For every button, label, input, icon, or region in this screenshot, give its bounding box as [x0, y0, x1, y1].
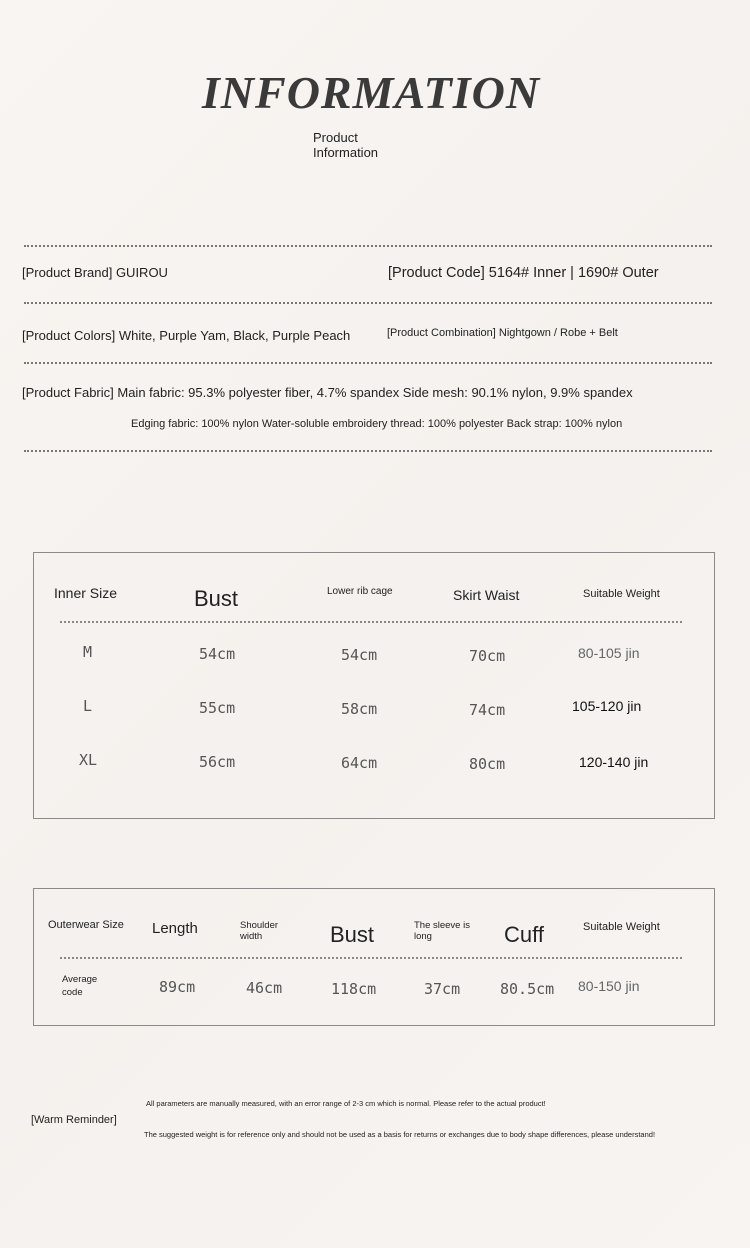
- table-cell-skirt-waist: 80cm: [469, 755, 506, 773]
- table-cell-weight: 80-105 jin: [578, 645, 640, 661]
- product-fabric-continued: Edging fabric: 100% nylon Water-soluble embroidery thread: 100% polyester Back strap: 100% nylon: [131, 418, 623, 430]
- col-header-suitable-weight: Suitable Weight: [583, 588, 660, 600]
- table-cell-sleeve-length: 37cm: [424, 980, 461, 998]
- table-cell-weight: 105-120 jin: [572, 698, 642, 714]
- divider: [24, 362, 712, 364]
- table-cell-size: Average code: [62, 974, 98, 998]
- table-cell-size: XL: [79, 751, 98, 769]
- col-header-lower-rib-cage: Lower rib cage: [327, 586, 393, 597]
- table-cell-bust: 118cm: [331, 980, 377, 998]
- reminder-line-2: The suggested weight is for reference only and should not be used as a basis for returns or exchanges due to body shape differences, please understand!: [144, 1130, 656, 1139]
- warm-reminder-label: [Warm Reminder]: [31, 1114, 117, 1126]
- page-subtitle: Product Information: [313, 130, 379, 160]
- table-cell-skirt-waist: 74cm: [469, 701, 506, 719]
- col-header-cuff: Cuff: [504, 922, 544, 947]
- table-cell-size: L: [83, 697, 93, 715]
- product-combination: [Product Combination] Nightgown / Robe + Belt: [387, 327, 618, 339]
- divider: [24, 450, 712, 452]
- table-cell-lower-rib-cage: 58cm: [341, 700, 378, 718]
- table-cell-skirt-waist: 70cm: [469, 647, 506, 665]
- table-cell-size: M: [83, 643, 93, 661]
- col-header-skirt-waist: Skirt Waist: [453, 587, 520, 603]
- page-title: INFORMATION: [201, 67, 541, 118]
- table-cell-shoulder-width: 46cm: [246, 979, 283, 997]
- col-header-length: Length: [152, 920, 198, 937]
- table-cell-lower-rib-cage: 54cm: [341, 646, 378, 664]
- product-code: [Product Code] 5164# Inner | 1690# Outer: [388, 265, 659, 281]
- col-header-sleeve-length: The sleeve is long: [414, 920, 470, 942]
- col-header-outerwear-size: Outerwear Size: [48, 919, 124, 931]
- table-cell-length: 89cm: [159, 978, 196, 996]
- table-cell-bust: 54cm: [199, 645, 236, 663]
- table-cell-weight: 80-150 jin: [578, 978, 640, 994]
- table-cell-bust: 56cm: [199, 753, 236, 771]
- col-header-shoulder-width: Shoulder width: [240, 920, 279, 942]
- divider: [24, 245, 712, 247]
- reminder-line-1: All parameters are manually measured, with an error range of 2-3 cm which is normal. Please refer to the actual product!: [146, 1099, 546, 1108]
- col-header-bust: Bust: [194, 586, 239, 611]
- col-header-bust: Bust: [330, 922, 375, 947]
- col-header-suitable-weight: Suitable Weight: [583, 921, 660, 933]
- table-divider: [60, 957, 682, 959]
- table-divider: [60, 621, 682, 623]
- table-cell-weight: 120-140 jin: [579, 754, 649, 770]
- product-colors: [Product Colors] White, Purple Yam, Black, Purple Peach: [22, 328, 351, 343]
- divider: [24, 302, 712, 304]
- product-brand: [Product Brand] GUIROU: [22, 265, 168, 280]
- col-header-inner-size: Inner Size: [54, 585, 118, 601]
- table-cell-bust: 55cm: [199, 699, 236, 717]
- table-cell-cuff: 80.5cm: [500, 980, 555, 998]
- table-cell-lower-rib-cage: 64cm: [341, 754, 378, 772]
- product-fabric: [Product Fabric] Main fabric: 95.3% polyester fiber, 4.7% spandex Side mesh: 90.1% nylon, 9.9% spandex: [22, 385, 633, 400]
